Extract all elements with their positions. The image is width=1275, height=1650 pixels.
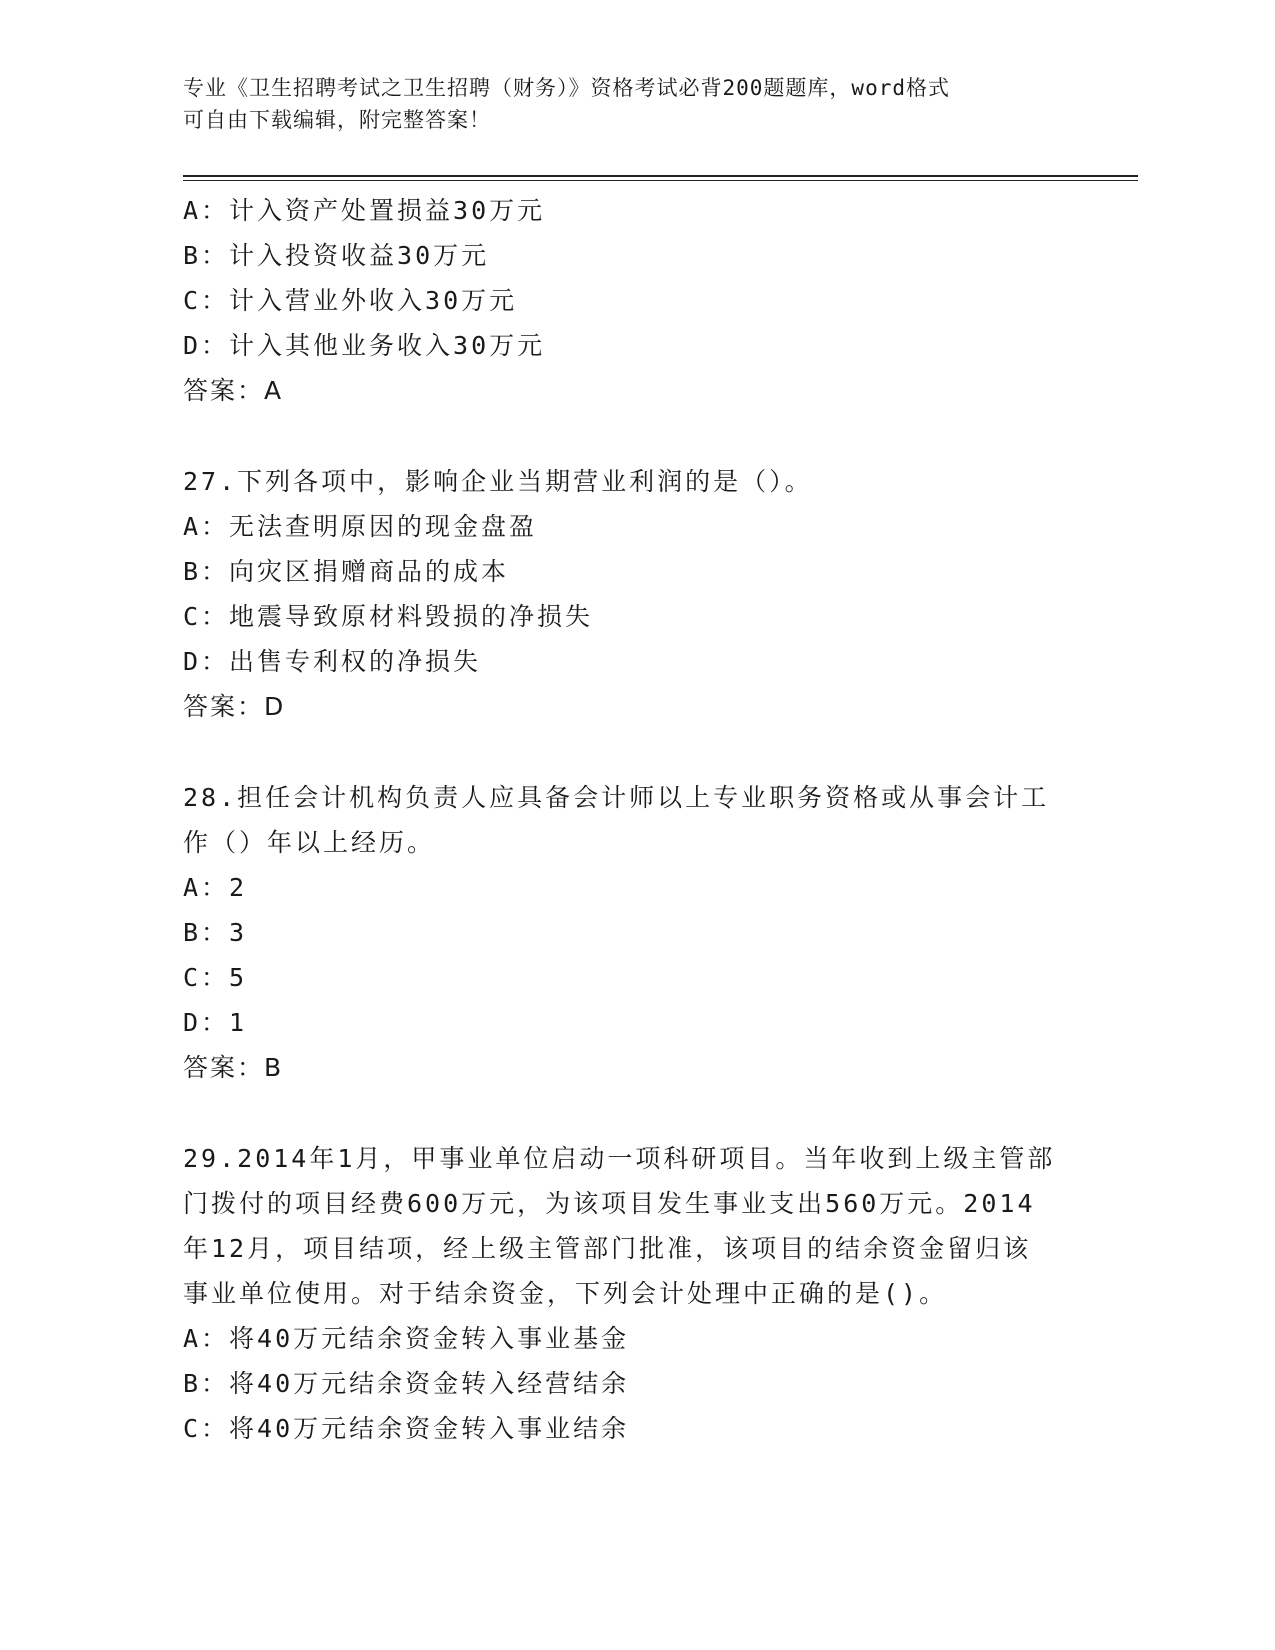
question-text-line-1: 29.2014年1月，甲事业单位启动一项科研项目。当年收到上级主管部 bbox=[183, 1144, 1056, 1173]
answer: 答案：B bbox=[183, 1053, 284, 1082]
option-a: A：2 bbox=[183, 873, 248, 902]
answer: 答案：A bbox=[183, 376, 284, 405]
question-text-line-4: 事业单位使用。对于结余资金，下列会计处理中正确的是()。 bbox=[183, 1279, 948, 1308]
question-29 bbox=[183, 1136, 1083, 1451]
option-d: D：1 bbox=[183, 1008, 248, 1037]
question-text-line-3: 年12月，项目结项，经上级主管部门批准，该项目的结余资金留归该 bbox=[183, 1234, 1032, 1263]
option-a: A：计入资产处置损益30万元 bbox=[183, 196, 546, 225]
header-divider-thick bbox=[183, 175, 1138, 177]
question-27 bbox=[183, 459, 1083, 729]
answer: 答案：D bbox=[183, 692, 286, 721]
question-text-line-1: 28.担任会计机构负责人应具备会计师以上专业职务资格或从事会计工 bbox=[183, 783, 1050, 812]
question-text: 27.下列各项中，影响企业当期营业利润的是（）。 bbox=[183, 467, 813, 496]
option-d: D：出售专利权的净损失 bbox=[183, 647, 482, 676]
option-a: A：将40万元结余资金转入事业基金 bbox=[183, 1324, 630, 1353]
option-c: C：5 bbox=[183, 963, 248, 992]
document-header bbox=[183, 72, 1063, 136]
question-list bbox=[183, 188, 1083, 1451]
header-line-1: 专业《卫生招聘考试之卫生招聘（财务）》资格考试必背200题题库，word格式 bbox=[183, 76, 950, 100]
header-line-2: 可自由下载编辑，附完整答案！ bbox=[183, 108, 491, 132]
option-a: A：无法查明原因的现金盘盈 bbox=[183, 512, 538, 541]
header-divider-thin bbox=[183, 180, 1138, 181]
option-c: C：计入营业外收入30万元 bbox=[183, 286, 518, 315]
option-b: B：向灾区捐赠商品的成本 bbox=[183, 557, 510, 586]
question-text-line-2: 门拨付的项目经费600万元，为该项目发生事业支出560万元。2014 bbox=[183, 1189, 1036, 1218]
question-text-line-2: 作（）年以上经历。 bbox=[183, 828, 436, 857]
option-d: D：计入其他业务收入30万元 bbox=[183, 331, 546, 360]
option-c: C：将40万元结余资金转入事业结余 bbox=[183, 1414, 630, 1443]
option-c: C：地震导致原材料毁损的净损失 bbox=[183, 602, 594, 631]
question-28 bbox=[183, 775, 1083, 1090]
option-b: B：3 bbox=[183, 918, 248, 947]
option-b: B：计入投资收益30万元 bbox=[183, 241, 490, 270]
option-b: B：将40万元结余资金转入经营结余 bbox=[183, 1369, 630, 1398]
question-26 bbox=[183, 188, 1083, 413]
